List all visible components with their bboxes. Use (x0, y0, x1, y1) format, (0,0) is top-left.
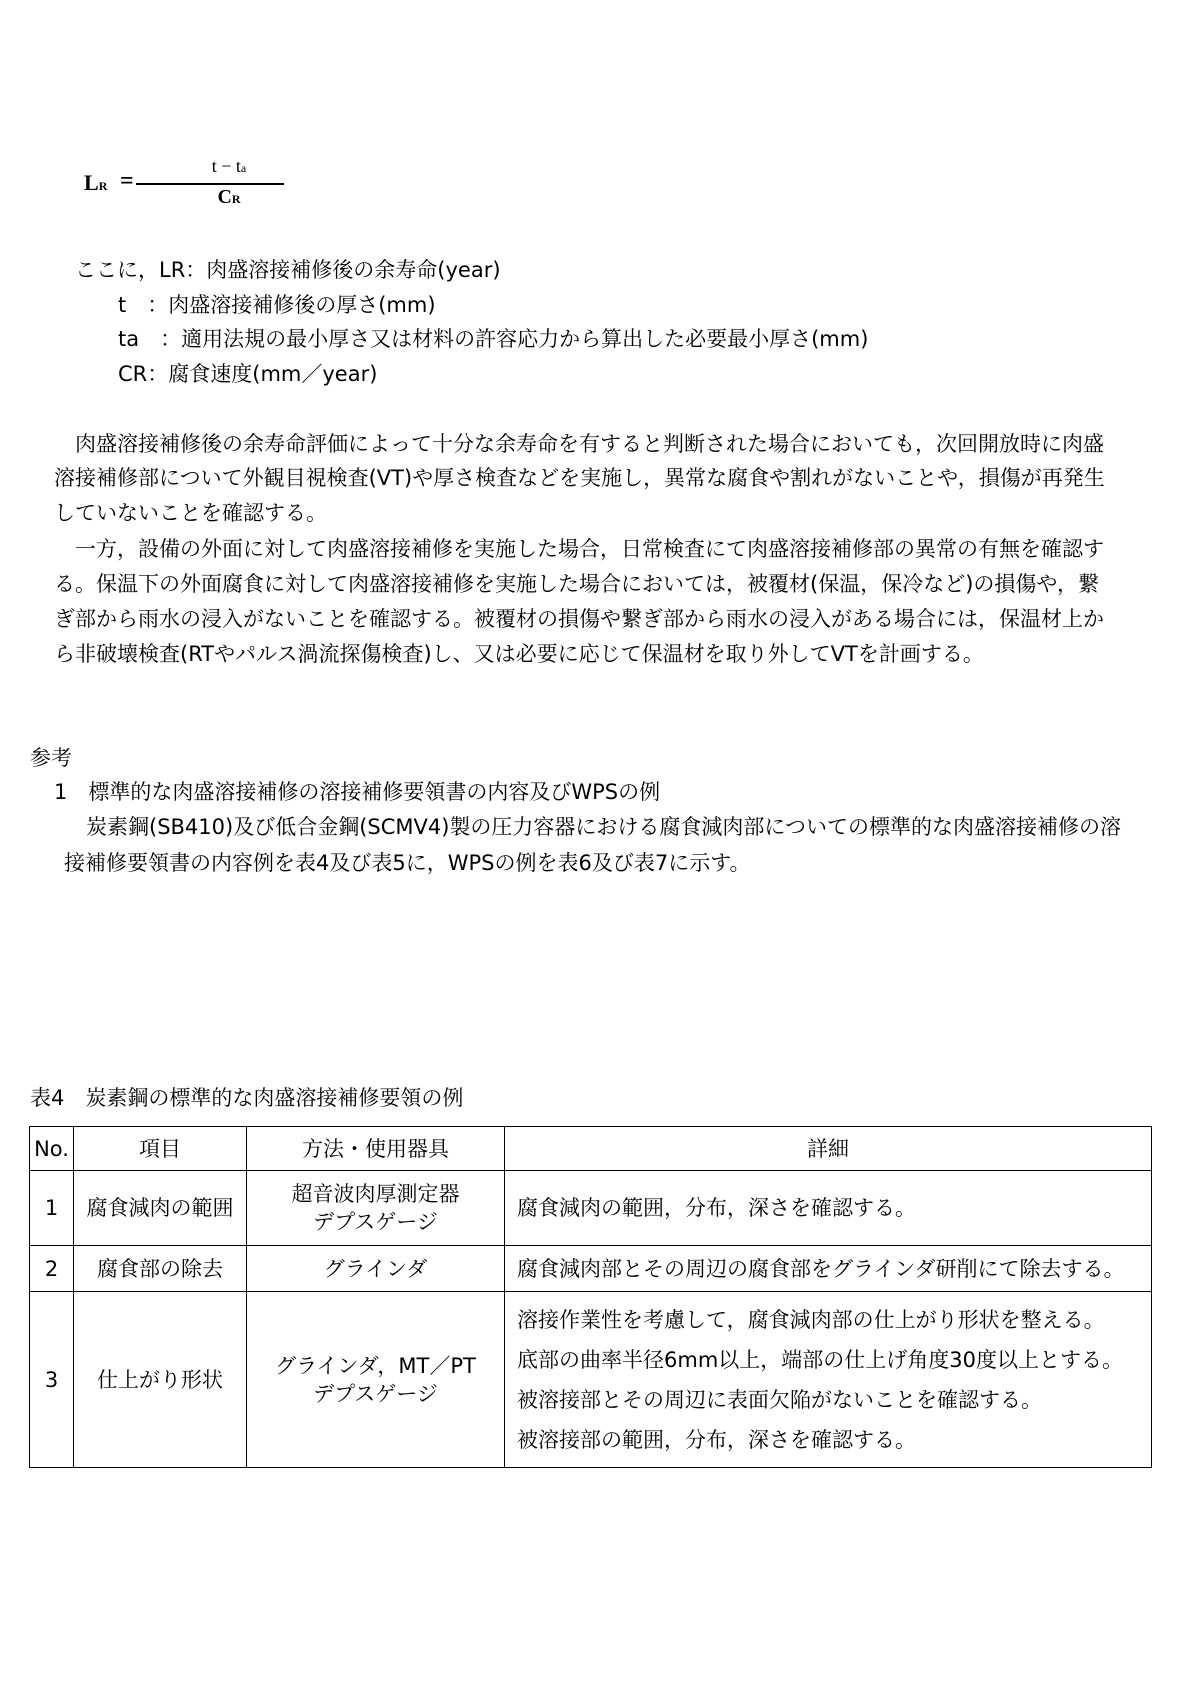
method-line: デプスゲージ (313, 1381, 438, 1406)
paragraph2-line: ら非破壊検査(RTやパルス渦流探傷検査)し、又は必要に応じて保温材を取り外してVTを計画する。 (54, 642, 984, 666)
formula-numerator: t − t (211, 156, 241, 176)
cell-no: 2 (30, 1246, 74, 1292)
detail-line: 被溶接部の範囲，分布，深さを確認する。 (517, 1427, 916, 1452)
method-line: 超音波肉厚測定器 (291, 1182, 460, 1206)
formula-lhs: L (84, 170, 99, 195)
definition-cr: CR：腐食速度(mm／year) (118, 362, 378, 386)
paragraph2-line: る。保温下の外面腐食に対して肉盛溶接補修を実施した場合においては，被覆材(保温，保冷など)の損傷や，繋 (54, 572, 1099, 596)
detail-line: 底部の曲率半径6mm以上，端部の仕上げ角度30度以上とする。 (517, 1347, 1123, 1372)
definition-lr: ここに，LR：肉盛溶接補修後の余寿命(year) (75, 258, 501, 282)
reference-heading: 参考 (30, 746, 72, 770)
header-item: 項目 (74, 1127, 247, 1171)
header-no: No. (30, 1127, 74, 1171)
table-row (30, 1292, 1152, 1468)
cell-method (247, 1171, 505, 1246)
cell-no: 1 (30, 1171, 74, 1246)
definition-ta: ta ：適用法規の最小厚さ又は材料の許容応力から算出した必要最小厚さ(mm) (118, 327, 869, 351)
repair-procedure-table (29, 1126, 1152, 1468)
reference-item-body: 炭素鋼(SB410)及び低合金鋼(SCMV4)製の圧力容器における腐食減肉部についての標準的な肉盛溶接補修の溶 (86, 815, 1122, 839)
reference-item-body: 接補修要領書の内容例を表4及び表5に，WPSの例を表6及び表7に示す。 (64, 851, 751, 875)
formula-lhs-sub: R (98, 179, 108, 193)
cell-item: 腐食減肉の範囲 (74, 1171, 247, 1246)
detail-line: 腐食減肉の範囲，分布，深さを確認する。 (517, 1196, 916, 1220)
cell-details (505, 1246, 1152, 1292)
detail-line: 腐食減肉部とその周辺の腐食部をグラインダ研削にて除去する。 (517, 1256, 1125, 1281)
paragraph2-line: 一方，設備の外面に対して肉盛溶接補修を実施した場合，日常検査にて肉盛溶接補修部の異常の有無を確認す (54, 537, 1104, 561)
remaining-life-formula (84, 156, 284, 208)
table-header-row (30, 1127, 1152, 1171)
paragraph2-line: ぎ部から雨水の浸入がないことを確認する。被覆材の損傷や繋ぎ部から雨水の浸入がある場合には，保温材上か (54, 607, 1104, 631)
cell-method (247, 1246, 505, 1292)
formula-equals: = (120, 168, 134, 194)
method-line: グラインダ，MT／PT (275, 1353, 476, 1378)
cell-item: 仕上がり形状 (74, 1292, 247, 1468)
cell-no: 3 (30, 1292, 74, 1468)
fraction-bar (136, 183, 284, 185)
table-row (30, 1246, 1152, 1292)
definition-t: t ：肉盛溶接補修後の厚さ(mm) (118, 293, 436, 317)
formula-denominator-sub: R (231, 192, 241, 206)
formula-denominator: C (217, 186, 232, 208)
formula-numerator-sub: a (240, 161, 247, 175)
cell-method (247, 1292, 505, 1468)
method-line: グラインダ (323, 1256, 428, 1281)
paragraph1-line: していないことを確認する。 (54, 501, 327, 525)
header-method: 方法・使用器具 (247, 1127, 505, 1171)
cell-details (505, 1171, 1152, 1246)
reference-item-title: 1 標準的な肉盛溶接補修の溶接補修要領書の内容及びWPSの例 (54, 780, 661, 804)
header-details: 詳細 (505, 1127, 1152, 1171)
table-row (30, 1171, 1152, 1246)
detail-line: 被溶接部とその周辺に表面欠陥がないことを確認する。 (517, 1387, 1042, 1412)
table-caption: 表4 炭素鋼の標準的な肉盛溶接補修要領の例 (30, 1086, 464, 1110)
method-line: デプスゲージ (313, 1210, 438, 1234)
cell-item: 腐食部の除去 (74, 1246, 247, 1292)
detail-line: 溶接作業性を考慮して，腐食減肉部の仕上がり形状を整える。 (517, 1307, 1105, 1332)
paragraph1-line: 肉盛溶接補修後の余寿命評価によって十分な余寿命を有すると判断された場合においても，次回開放時に肉盛 (54, 432, 1104, 456)
cell-details (505, 1292, 1152, 1468)
paragraph1-line: 溶接補修部について外観目視検査(VT)や厚さ検査などを実施し，異常な腐食や割れがないことや，損傷が再発生 (54, 466, 1105, 490)
